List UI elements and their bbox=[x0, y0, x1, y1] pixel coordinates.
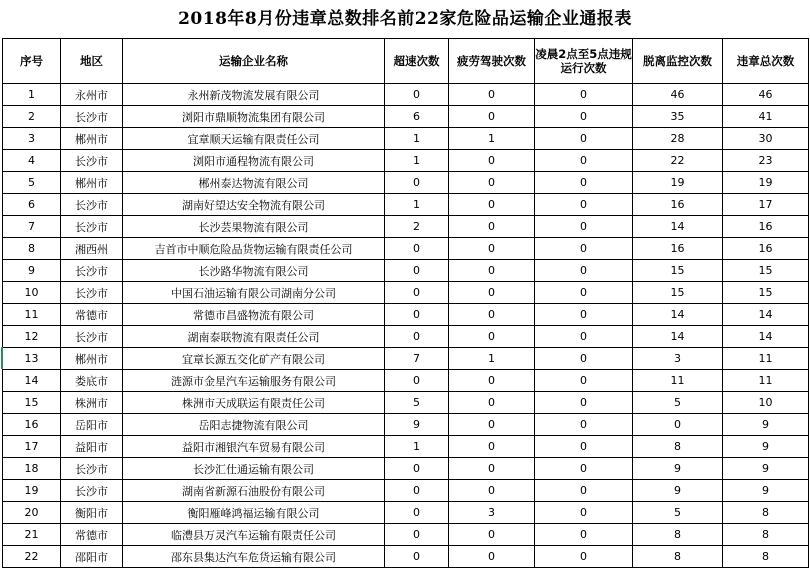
cell-offline: 16 bbox=[633, 238, 723, 260]
cell-company: 长沙芸果物流有限公司 bbox=[123, 216, 385, 238]
cell-total: 9 bbox=[723, 480, 809, 502]
cell-company: 岳阳志捷物流有限公司 bbox=[123, 414, 385, 436]
cell-fatigue: 0 bbox=[449, 216, 535, 238]
table-row bbox=[3, 172, 809, 194]
cell-company: 长沙汇仕通运输有限公司 bbox=[123, 458, 385, 480]
table-row bbox=[3, 238, 809, 260]
cell-seq: 22 bbox=[3, 546, 61, 568]
cell-total: 16 bbox=[723, 216, 809, 238]
cell-company: 株洲市天成联运有限责任公司 bbox=[123, 392, 385, 414]
cell-night: 0 bbox=[535, 326, 633, 348]
cell-total: 17 bbox=[723, 194, 809, 216]
cell-fatigue: 0 bbox=[449, 480, 535, 502]
cell-night: 0 bbox=[535, 436, 633, 458]
cell-offline: 9 bbox=[633, 480, 723, 502]
table-row bbox=[3, 260, 809, 282]
cell-offline: 9 bbox=[633, 458, 723, 480]
cell-night: 0 bbox=[535, 194, 633, 216]
cell-offline: 15 bbox=[633, 260, 723, 282]
cell-region: 郴州市 bbox=[61, 128, 123, 150]
cell-night: 0 bbox=[535, 304, 633, 326]
cell-seq: 4 bbox=[3, 150, 61, 172]
cell-fatigue: 0 bbox=[449, 282, 535, 304]
table-row bbox=[3, 84, 809, 106]
cell-seq: 6 bbox=[3, 194, 61, 216]
cell-fatigue: 0 bbox=[449, 546, 535, 568]
table-row bbox=[3, 436, 809, 458]
violation-table bbox=[2, 38, 809, 568]
cell-night: 0 bbox=[535, 106, 633, 128]
cell-total: 9 bbox=[723, 458, 809, 480]
cell-fatigue: 0 bbox=[449, 260, 535, 282]
table-row bbox=[3, 282, 809, 304]
cell-seq: 17 bbox=[3, 436, 61, 458]
cell-offline: 14 bbox=[633, 326, 723, 348]
cell-company: 临澧县万灵汽车运输有限责任公司 bbox=[123, 524, 385, 546]
cell-seq: 5 bbox=[3, 172, 61, 194]
header-cell-fatigue: 疲劳驾驶次数 bbox=[449, 39, 535, 84]
cell-seq: 7 bbox=[3, 216, 61, 238]
cell-seq: 16 bbox=[3, 414, 61, 436]
cell-region: 长沙市 bbox=[61, 216, 123, 238]
cell-night: 0 bbox=[535, 84, 633, 106]
cell-total: 41 bbox=[723, 106, 809, 128]
cell-region: 常德市 bbox=[61, 304, 123, 326]
table-row bbox=[3, 414, 809, 436]
cell-total: 9 bbox=[723, 436, 809, 458]
cell-total: 9 bbox=[723, 414, 809, 436]
table-row bbox=[3, 370, 809, 392]
cell-company: 中国石油运输有限公司湖南分公司 bbox=[123, 282, 385, 304]
cell-speeding: 1 bbox=[385, 150, 449, 172]
header-cell-company: 运输企业名称 bbox=[123, 39, 385, 84]
cell-total: 10 bbox=[723, 392, 809, 414]
cell-speeding: 0 bbox=[385, 524, 449, 546]
table-row bbox=[3, 216, 809, 238]
cell-region: 长沙市 bbox=[61, 150, 123, 172]
cell-fatigue: 0 bbox=[449, 436, 535, 458]
cell-night: 0 bbox=[535, 370, 633, 392]
cell-offline: 3 bbox=[633, 348, 723, 370]
cell-region: 湘西州 bbox=[61, 238, 123, 260]
cell-offline: 15 bbox=[633, 282, 723, 304]
cell-company: 湖南省新源石油股份有限公司 bbox=[123, 480, 385, 502]
cell-region: 永州市 bbox=[61, 84, 123, 106]
cell-fatigue: 1 bbox=[449, 128, 535, 150]
cell-company: 衡阳雁峰鸿福运输有限公司 bbox=[123, 502, 385, 524]
table-row bbox=[3, 458, 809, 480]
cell-speeding: 0 bbox=[385, 238, 449, 260]
cell-region: 娄底市 bbox=[61, 370, 123, 392]
cell-company: 益阳市湘银汽车贸易有限公司 bbox=[123, 436, 385, 458]
cell-offline: 28 bbox=[633, 128, 723, 150]
table-row bbox=[3, 546, 809, 568]
cell-company: 常德市昌盛物流有限公司 bbox=[123, 304, 385, 326]
cell-fatigue: 3 bbox=[449, 502, 535, 524]
cell-total: 46 bbox=[723, 84, 809, 106]
cell-fatigue: 0 bbox=[449, 150, 535, 172]
cell-offline: 8 bbox=[633, 436, 723, 458]
cell-night: 0 bbox=[535, 392, 633, 414]
cell-seq: 19 bbox=[3, 480, 61, 502]
header-cell-region: 地区 bbox=[61, 39, 123, 84]
cell-speeding: 1 bbox=[385, 436, 449, 458]
header-cell-seq: 序号 bbox=[3, 39, 61, 84]
cell-night: 0 bbox=[535, 480, 633, 502]
cell-total: 14 bbox=[723, 326, 809, 348]
cell-seq: 1 bbox=[3, 84, 61, 106]
cell-company: 宜章长源五交化矿产有限公司 bbox=[123, 348, 385, 370]
cell-seq: 3 bbox=[3, 128, 61, 150]
cell-speeding: 0 bbox=[385, 84, 449, 106]
cell-region: 郴州市 bbox=[61, 172, 123, 194]
cell-night: 0 bbox=[535, 502, 633, 524]
cell-total: 8 bbox=[723, 546, 809, 568]
header-cell-speeding: 超速次数 bbox=[385, 39, 449, 84]
header-cell-total: 违章总次数 bbox=[723, 39, 809, 84]
cell-company: 吉首市中顺危险品货物运输有限责任公司 bbox=[123, 238, 385, 260]
cell-speeding: 1 bbox=[385, 128, 449, 150]
cell-speeding: 7 bbox=[385, 348, 449, 370]
cell-company: 郴州泰达物流有限公司 bbox=[123, 172, 385, 194]
cell-speeding: 0 bbox=[385, 502, 449, 524]
cell-company: 邵东县集达汽车危货运输有限公司 bbox=[123, 546, 385, 568]
cell-seq: 15 bbox=[3, 392, 61, 414]
cell-seq: 13 bbox=[3, 348, 61, 370]
cell-region: 长沙市 bbox=[61, 326, 123, 348]
cell-fatigue: 0 bbox=[449, 304, 535, 326]
cell-seq: 10 bbox=[3, 282, 61, 304]
cell-region: 郴州市 bbox=[61, 348, 123, 370]
cell-speeding: 0 bbox=[385, 326, 449, 348]
cell-total: 15 bbox=[723, 282, 809, 304]
table-row bbox=[3, 150, 809, 172]
cell-night: 0 bbox=[535, 150, 633, 172]
cell-total: 8 bbox=[723, 502, 809, 524]
cell-total: 8 bbox=[723, 524, 809, 546]
row-selection-marker bbox=[1, 347, 3, 369]
cell-total: 11 bbox=[723, 370, 809, 392]
cell-fatigue: 0 bbox=[449, 458, 535, 480]
cell-company: 浏阳市通程物流有限公司 bbox=[123, 150, 385, 172]
cell-company: 湖南好望达安全物流有限公司 bbox=[123, 194, 385, 216]
cell-region: 长沙市 bbox=[61, 282, 123, 304]
cell-offline: 22 bbox=[633, 150, 723, 172]
cell-seq: 11 bbox=[3, 304, 61, 326]
cell-night: 0 bbox=[535, 216, 633, 238]
cell-speeding: 1 bbox=[385, 194, 449, 216]
header-cell-night: 凌晨2点至5点违规运行次数 bbox=[535, 39, 633, 84]
cell-offline: 5 bbox=[633, 392, 723, 414]
cell-region: 长沙市 bbox=[61, 260, 123, 282]
cell-company: 永州新茂物流发展有限公司 bbox=[123, 84, 385, 106]
cell-seq: 21 bbox=[3, 524, 61, 546]
table-row bbox=[3, 348, 809, 370]
cell-company: 浏阳市鼎顺物流集团有限公司 bbox=[123, 106, 385, 128]
header-cell-offline: 脱离监控次数 bbox=[633, 39, 723, 84]
cell-speeding: 6 bbox=[385, 106, 449, 128]
cell-offline: 8 bbox=[633, 546, 723, 568]
cell-offline: 16 bbox=[633, 194, 723, 216]
cell-speeding: 0 bbox=[385, 546, 449, 568]
table-row bbox=[3, 524, 809, 546]
table-row bbox=[3, 304, 809, 326]
cell-seq: 14 bbox=[3, 370, 61, 392]
cell-region: 长沙市 bbox=[61, 458, 123, 480]
cell-seq: 18 bbox=[3, 458, 61, 480]
cell-speeding: 0 bbox=[385, 370, 449, 392]
cell-fatigue: 0 bbox=[449, 414, 535, 436]
table-row bbox=[3, 326, 809, 348]
cell-total: 23 bbox=[723, 150, 809, 172]
cell-offline: 5 bbox=[633, 502, 723, 524]
cell-speeding: 0 bbox=[385, 282, 449, 304]
table-row bbox=[3, 106, 809, 128]
table-row bbox=[3, 194, 809, 216]
cell-fatigue: 0 bbox=[449, 326, 535, 348]
cell-offline: 14 bbox=[633, 304, 723, 326]
cell-company: 宜章顺天运输有限责任公司 bbox=[123, 128, 385, 150]
cell-region: 长沙市 bbox=[61, 480, 123, 502]
cell-night: 0 bbox=[535, 458, 633, 480]
cell-region: 株洲市 bbox=[61, 392, 123, 414]
cell-speeding: 2 bbox=[385, 216, 449, 238]
cell-fatigue: 0 bbox=[449, 194, 535, 216]
cell-region: 邵阳市 bbox=[61, 546, 123, 568]
cell-total: 11 bbox=[723, 348, 809, 370]
cell-night: 0 bbox=[535, 348, 633, 370]
cell-total: 19 bbox=[723, 172, 809, 194]
cell-fatigue: 0 bbox=[449, 370, 535, 392]
cell-total: 15 bbox=[723, 260, 809, 282]
cell-company: 涟源市金星汽车运输服务有限公司 bbox=[123, 370, 385, 392]
cell-night: 0 bbox=[535, 128, 633, 150]
cell-total: 14 bbox=[723, 304, 809, 326]
cell-fatigue: 0 bbox=[449, 106, 535, 128]
report-title: 2018年8月份违章总数排名前22家危险品运输企业通报表 bbox=[178, 9, 632, 29]
cell-offline: 46 bbox=[633, 84, 723, 106]
table-row bbox=[3, 480, 809, 502]
cell-night: 0 bbox=[535, 546, 633, 568]
cell-offline: 35 bbox=[633, 106, 723, 128]
cell-total: 30 bbox=[723, 128, 809, 150]
cell-speeding: 0 bbox=[385, 304, 449, 326]
cell-night: 0 bbox=[535, 172, 633, 194]
cell-region: 岳阳市 bbox=[61, 414, 123, 436]
cell-speeding: 0 bbox=[385, 480, 449, 502]
cell-speeding: 0 bbox=[385, 260, 449, 282]
cell-night: 0 bbox=[535, 414, 633, 436]
cell-fatigue: 1 bbox=[449, 348, 535, 370]
cell-speeding: 0 bbox=[385, 172, 449, 194]
cell-region: 常德市 bbox=[61, 524, 123, 546]
cell-seq: 2 bbox=[3, 106, 61, 128]
cell-seq: 20 bbox=[3, 502, 61, 524]
cell-offline: 19 bbox=[633, 172, 723, 194]
table-row bbox=[3, 128, 809, 150]
cell-night: 0 bbox=[535, 282, 633, 304]
cell-speeding: 9 bbox=[385, 414, 449, 436]
cell-region: 长沙市 bbox=[61, 106, 123, 128]
cell-fatigue: 0 bbox=[449, 172, 535, 194]
cell-offline: 11 bbox=[633, 370, 723, 392]
cell-company: 长沙路华物流有限公司 bbox=[123, 260, 385, 282]
cell-night: 0 bbox=[535, 260, 633, 282]
cell-fatigue: 0 bbox=[449, 392, 535, 414]
table-row bbox=[3, 502, 809, 524]
cell-speeding: 0 bbox=[385, 458, 449, 480]
cell-fatigue: 0 bbox=[449, 84, 535, 106]
cell-offline: 0 bbox=[633, 414, 723, 436]
cell-seq: 9 bbox=[3, 260, 61, 282]
cell-fatigue: 0 bbox=[449, 238, 535, 260]
table-row bbox=[3, 392, 809, 414]
cell-company: 湖南泰联物流有限责任公司 bbox=[123, 326, 385, 348]
cell-fatigue: 0 bbox=[449, 524, 535, 546]
cell-total: 16 bbox=[723, 238, 809, 260]
cell-region: 衡阳市 bbox=[61, 502, 123, 524]
cell-night: 0 bbox=[535, 524, 633, 546]
cell-night: 0 bbox=[535, 238, 633, 260]
cell-region: 长沙市 bbox=[61, 194, 123, 216]
cell-offline: 8 bbox=[633, 524, 723, 546]
cell-seq: 12 bbox=[3, 326, 61, 348]
cell-seq: 8 bbox=[3, 238, 61, 260]
cell-speeding: 5 bbox=[385, 392, 449, 414]
cell-offline: 14 bbox=[633, 216, 723, 238]
table-header-row bbox=[3, 39, 809, 84]
cell-region: 益阳市 bbox=[61, 436, 123, 458]
